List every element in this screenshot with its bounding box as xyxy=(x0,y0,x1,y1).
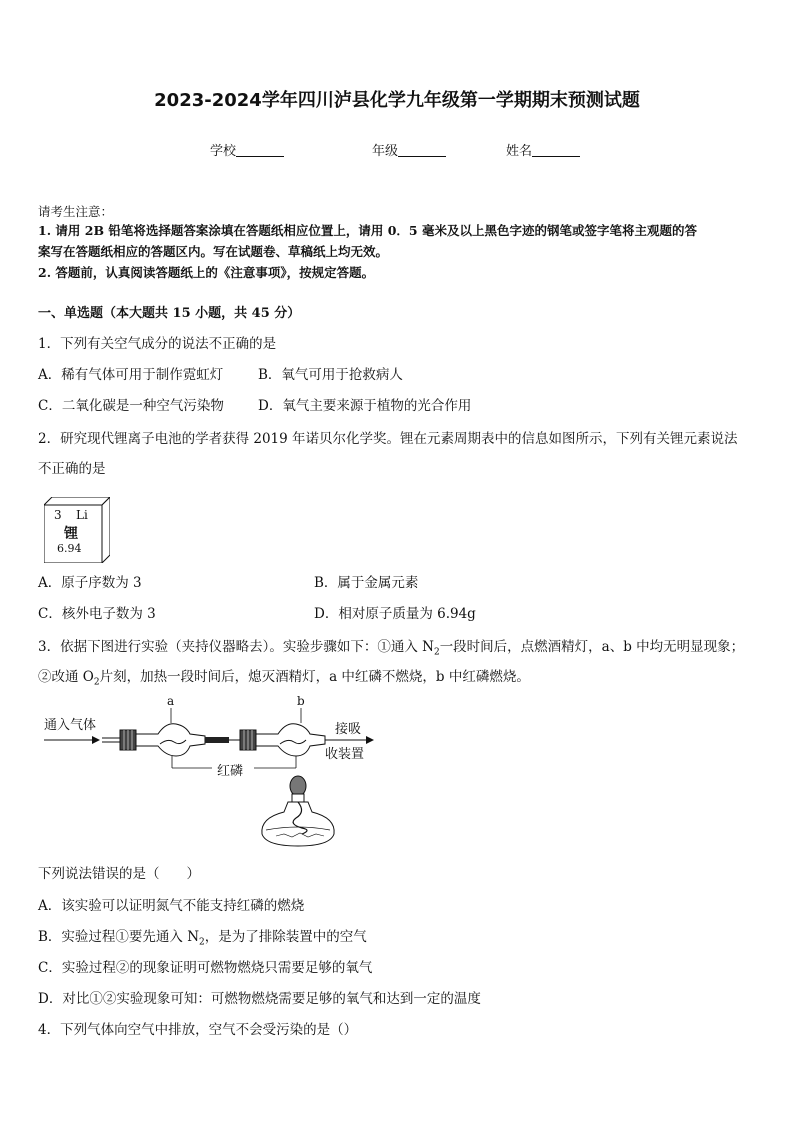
q2-stem-line-2: 不正确的是 xyxy=(38,461,106,477)
page-title: 2023-2024学年四川泸县化学九年级第一学期期末预测试题 xyxy=(154,90,640,111)
school-field xyxy=(210,140,284,159)
school-blank[interactable] xyxy=(236,144,284,157)
q2-option-c: C．核外电子数为 3 xyxy=(38,606,156,622)
tube-b-label: b xyxy=(297,694,305,708)
q3-question: 下列说法错误的是（ ） xyxy=(38,866,200,882)
q1-option-b: B．氧气可用于抢救病人 xyxy=(258,367,403,383)
q3-stem1-text: 3．依据下图进行实验（夹持仪器略去）。实验步骤如下：①通入 N xyxy=(38,639,434,655)
q2-option-a: A．原子序数为 3 xyxy=(38,575,142,591)
q3-stem1-sub: 2 xyxy=(433,647,440,658)
lithium-element-cell xyxy=(44,497,110,563)
school-label: 学校 xyxy=(210,144,237,159)
combustion-apparatus-figure xyxy=(40,694,380,854)
notice-line-1: 1. 请用 2B 铅笔将选择题答案涂填在答题纸相应位置上，请用 0．5 毫米及以上黑色字迹的钢笔或签字笔将主观题的答 xyxy=(38,223,697,238)
outlet-label-line-2: 收装置 xyxy=(325,747,365,762)
q3-option-b-sub: 2 xyxy=(199,937,205,948)
element-symbol: Li xyxy=(76,508,88,522)
grade-blank[interactable] xyxy=(398,144,446,157)
q1-option-c: C．二氧化碳是一种空气污染物 xyxy=(38,398,224,414)
notice-line-3: 2. 答题前，认真阅读答题纸上的《注意事项》，按规定答题。 xyxy=(38,265,375,280)
atomic-number: 3 xyxy=(54,508,62,522)
grade-label: 年级 xyxy=(372,144,399,159)
element-name: 锂 xyxy=(64,526,78,542)
q3-option-b-end: ，是为了排除装置中的空气 xyxy=(204,929,367,945)
q3-option-b xyxy=(38,925,367,948)
q2-stem-line-1: 2．研究现代锂离子电池的学者获得 2019 年诺贝尔化学奖。锂在元素周期表中的信息如图所示，下列有关锂元素说法 xyxy=(38,431,738,447)
q3-stem2-sub: 2 xyxy=(93,677,100,688)
q3-stem2-end: 片刻，加热一段时间后，熄灭酒精灯，a 中红磷不燃烧，b 中红磷燃烧。 xyxy=(99,669,530,685)
q3-stem-line-1 xyxy=(38,635,744,658)
q3-option-c: C．实验过程②的现象证明可燃物燃烧只需要足够的氧气 xyxy=(38,960,373,976)
atomic-mass: 6.94 xyxy=(57,542,82,555)
notice-line-2: 案写在答题纸相应的答题区内。写在试题卷、草稿纸上均无效。 xyxy=(38,244,389,259)
q4-stem: 4．下列气体向空气中排放，空气不会受污染的是（） xyxy=(38,1022,358,1038)
q2-option-b: B．属于金属元素 xyxy=(314,575,419,591)
tube-a-label: a xyxy=(167,694,175,708)
name-blank[interactable] xyxy=(532,144,580,157)
q1-stem: 1．下列有关空气成分的说法不正确的是 xyxy=(38,336,277,352)
section-heading: 一、单选题（本大题共 15 小题，共 45 分） xyxy=(38,306,301,321)
q3-stem-line-2 xyxy=(38,665,530,688)
q2-option-d: D．相对原子质量为 6.94g xyxy=(314,606,476,622)
q1-option-d: D．氧气主要来源于植物的光合作用 xyxy=(258,398,472,414)
name-label: 姓名 xyxy=(506,144,533,159)
gas-inlet-label: 通入气体 xyxy=(44,718,97,733)
red-phosphorus-label: 红磷 xyxy=(217,764,244,779)
name-field xyxy=(506,140,580,159)
q3-stem1-end: 一段时间后，点燃酒精灯，a、b 中均无明显现象； xyxy=(439,639,745,655)
outlet-label-line-1: 接吸 xyxy=(335,722,362,737)
q3-option-d: D．对比①②实验现象可知：可燃物燃烧需要足够的氧气和达到一定的温度 xyxy=(38,991,481,1007)
q3-option-a: A．该实验可以证明氮气不能支持红磷的燃烧 xyxy=(38,898,305,914)
q3-stem2-text: ②改通 O xyxy=(38,669,94,685)
grade-field xyxy=(372,140,446,159)
q3-option-b-text: B．实验过程①要先通入 N xyxy=(38,929,200,945)
notice-heading: 请考生注意： xyxy=(38,204,114,219)
q1-option-a: A．稀有气体可用于制作霓虹灯 xyxy=(38,367,224,383)
